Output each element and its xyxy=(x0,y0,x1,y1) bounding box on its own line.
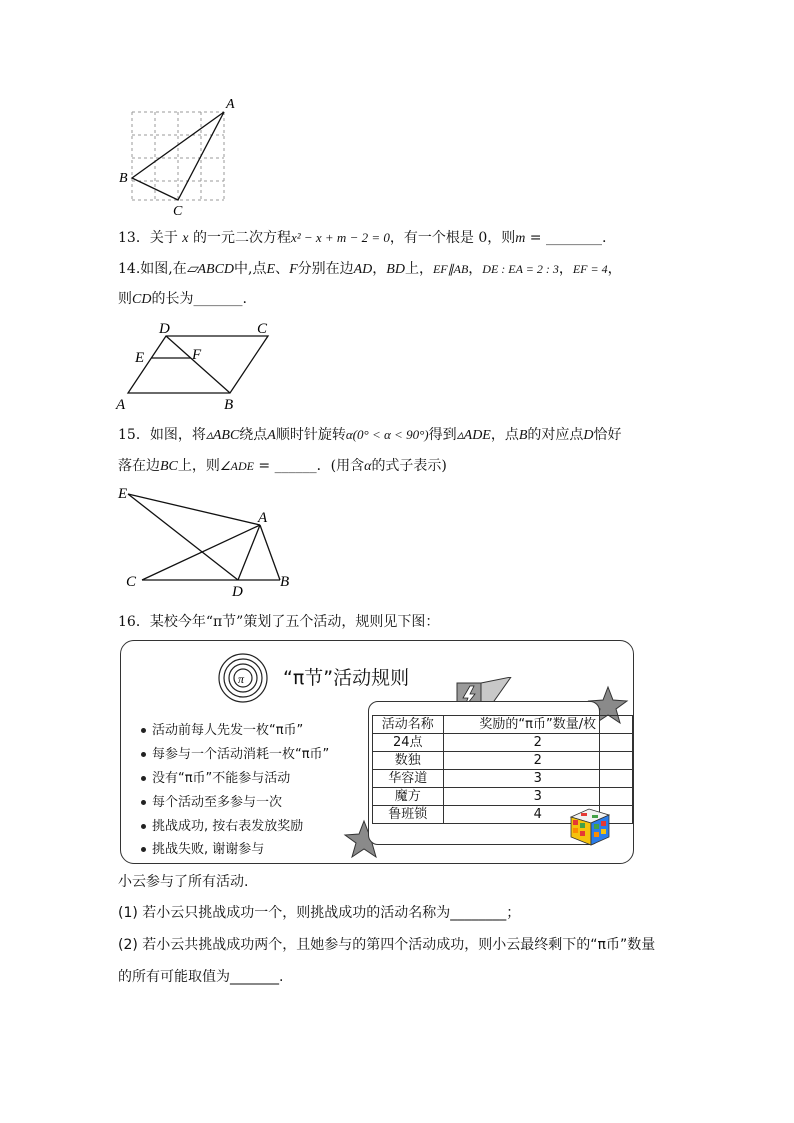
table-cell: 魔方 xyxy=(373,788,444,806)
q14-parallel: EF∥AB xyxy=(432,262,469,276)
question-16-sub1: (1) 若小云只挑战成功一个，则挑战成功的活动名称为________； xyxy=(118,905,521,921)
q13-equation: x² − x + m − 2 = 0 xyxy=(290,230,390,245)
table-cell: 华容道 xyxy=(373,770,444,788)
table-cell: 3 xyxy=(443,788,632,806)
rule-item xyxy=(141,791,282,810)
question-16-after: 小云参与了所有活动. xyxy=(118,874,249,890)
column-header: 奖励的“π币”数量/枚 xyxy=(443,716,632,734)
table-cell: 2 xyxy=(443,752,632,770)
q15-text: 的式子表示) xyxy=(371,458,447,474)
q13-var-x: x xyxy=(182,231,189,246)
q14-side-bd: BD xyxy=(386,262,405,277)
q15-point-d: D xyxy=(583,428,594,443)
table-row xyxy=(373,770,633,788)
table-row xyxy=(373,752,633,770)
fig12-label-b: B xyxy=(119,171,128,186)
q14-side-ad: AD xyxy=(353,262,373,277)
q14-point-e: E xyxy=(266,262,276,277)
fig15-a: A xyxy=(258,510,268,526)
question-16-sub2-line1: (2) 若小云共挑战成功两个，且她参与的第四个活动成功，则小云最终剩下的“π币”数量 xyxy=(118,937,656,953)
q15-text: 15．如图，将 xyxy=(118,427,206,443)
fig14-d: D xyxy=(159,321,170,337)
table-cell: 数独 xyxy=(373,752,444,770)
table-cell: 4 xyxy=(443,806,632,824)
q14-text: ， xyxy=(372,261,387,277)
fig15-d: D xyxy=(232,584,243,600)
fig14-b: B xyxy=(224,397,234,412)
table-cell: 24点 xyxy=(373,734,444,752)
q15-text: 顺时针旋转 xyxy=(275,427,346,443)
grid-triangle-figure xyxy=(112,94,242,220)
fig14-c: C xyxy=(257,321,268,337)
rule-text: 挑战失败, 谢谢参与 xyxy=(152,842,265,857)
pi-spiral-icon xyxy=(217,652,269,704)
question-13 xyxy=(118,228,606,249)
rule-item xyxy=(141,719,303,738)
q14-side-cd: CD xyxy=(132,292,152,307)
q15-text: 得到 xyxy=(428,427,457,443)
q14-text: ， xyxy=(468,261,483,277)
question-14-line1 xyxy=(118,259,622,280)
table-row xyxy=(373,734,633,752)
q15-text: 落在边 xyxy=(118,458,160,474)
question-15-line1 xyxy=(118,425,622,446)
table-cell: 3 xyxy=(443,770,632,788)
fig12-label-c: C xyxy=(173,204,183,219)
fig14-a: A xyxy=(116,397,126,412)
rules-title: “π节”活动规则 xyxy=(283,667,410,689)
table-cell: 鲁班锁 xyxy=(373,806,444,824)
column-header: 活动名称 xyxy=(373,716,444,734)
rule-text: 挑战成功, 按右表发放奖励 xyxy=(152,819,304,834)
rule-text: 每参与一个活动消耗一枚“π币” xyxy=(152,747,330,762)
q13-number: 13． xyxy=(118,230,150,246)
q14-ef-length: EF = 4 xyxy=(572,262,608,276)
q14-text: 分别在边 xyxy=(297,261,354,277)
question-16-intro: 16．某校今年“π节”策划了五个活动，规则见下图： xyxy=(118,614,440,630)
q13-text: 关于 xyxy=(149,230,178,246)
q15-triangle-ade: ▵ADE xyxy=(456,428,491,443)
q14-text: 14.如图,在 xyxy=(118,261,187,277)
question-16-sub2-line2: 的所有可能取值为_______. xyxy=(118,969,284,985)
table-header-row xyxy=(373,716,633,734)
q14-blank: 的长为_______. xyxy=(151,291,247,307)
q15-point-b: B xyxy=(518,428,528,443)
q13-var-m: m xyxy=(515,231,526,246)
rule-item xyxy=(141,815,303,834)
q13-text: 的一元二次方程 xyxy=(192,230,291,246)
rule-item xyxy=(141,743,329,762)
q15-angle-ade: ∠ADE xyxy=(219,459,254,473)
q15-angle-range: α(0° < α < 90°) xyxy=(345,427,429,442)
q15-side-bc: BC xyxy=(160,459,178,474)
fig14-f: F xyxy=(192,347,202,363)
q15-text: 恰好 xyxy=(593,427,622,443)
q14-point-f: F xyxy=(289,262,298,277)
q14-ratio: DE : EA = 2 : 3 xyxy=(482,262,559,276)
parallelogram-figure xyxy=(114,318,280,412)
q15-text: ，点 xyxy=(490,427,519,443)
q14-text: ， xyxy=(607,261,622,277)
q13-blank: = ________. xyxy=(525,230,607,246)
fig15-e: E xyxy=(118,486,128,502)
q14-text: 上， xyxy=(404,261,433,277)
q15-text: 的对应点 xyxy=(527,427,584,443)
q15-blank: = ______．(用含 xyxy=(253,458,365,474)
q15-text: 上，则 xyxy=(177,458,220,474)
table-cell: 2 xyxy=(443,734,632,752)
fig15-b: B xyxy=(280,574,290,590)
rotation-triangle-figure xyxy=(114,480,300,600)
rule-text: 每个活动至多参与一次 xyxy=(152,795,283,810)
q13-text: ，有一个根是 0，则 xyxy=(389,230,516,246)
q14-parallelogram: ▱ABCD xyxy=(186,262,235,277)
q15-triangle-abc: ▵ABC xyxy=(205,428,240,443)
q14-text: 则 xyxy=(118,291,132,307)
q14-text: 中,点 xyxy=(234,261,267,277)
fig14-e: E xyxy=(135,350,145,366)
rubiks-cube-icon xyxy=(567,805,613,847)
q14-text: 、 xyxy=(275,261,290,277)
question-15-line2 xyxy=(118,456,447,477)
rules-panel xyxy=(120,640,634,864)
rule-text: 活动前每人先发一枚“π币” xyxy=(152,723,304,738)
rule-item xyxy=(141,767,290,786)
pi-symbol: π xyxy=(238,672,245,686)
fig15-c: C xyxy=(126,574,137,590)
fig12-label-a: A xyxy=(226,97,235,112)
question-14-line2 xyxy=(118,289,247,310)
q14-text: ， xyxy=(558,261,573,277)
table-row xyxy=(373,788,633,806)
q15-point-a: A xyxy=(267,428,276,443)
q15-text: 绕点 xyxy=(239,427,268,443)
rule-text: 没有“π币”不能参与活动 xyxy=(152,771,291,786)
rule-item xyxy=(141,838,264,857)
q15-alpha: α xyxy=(364,459,372,474)
